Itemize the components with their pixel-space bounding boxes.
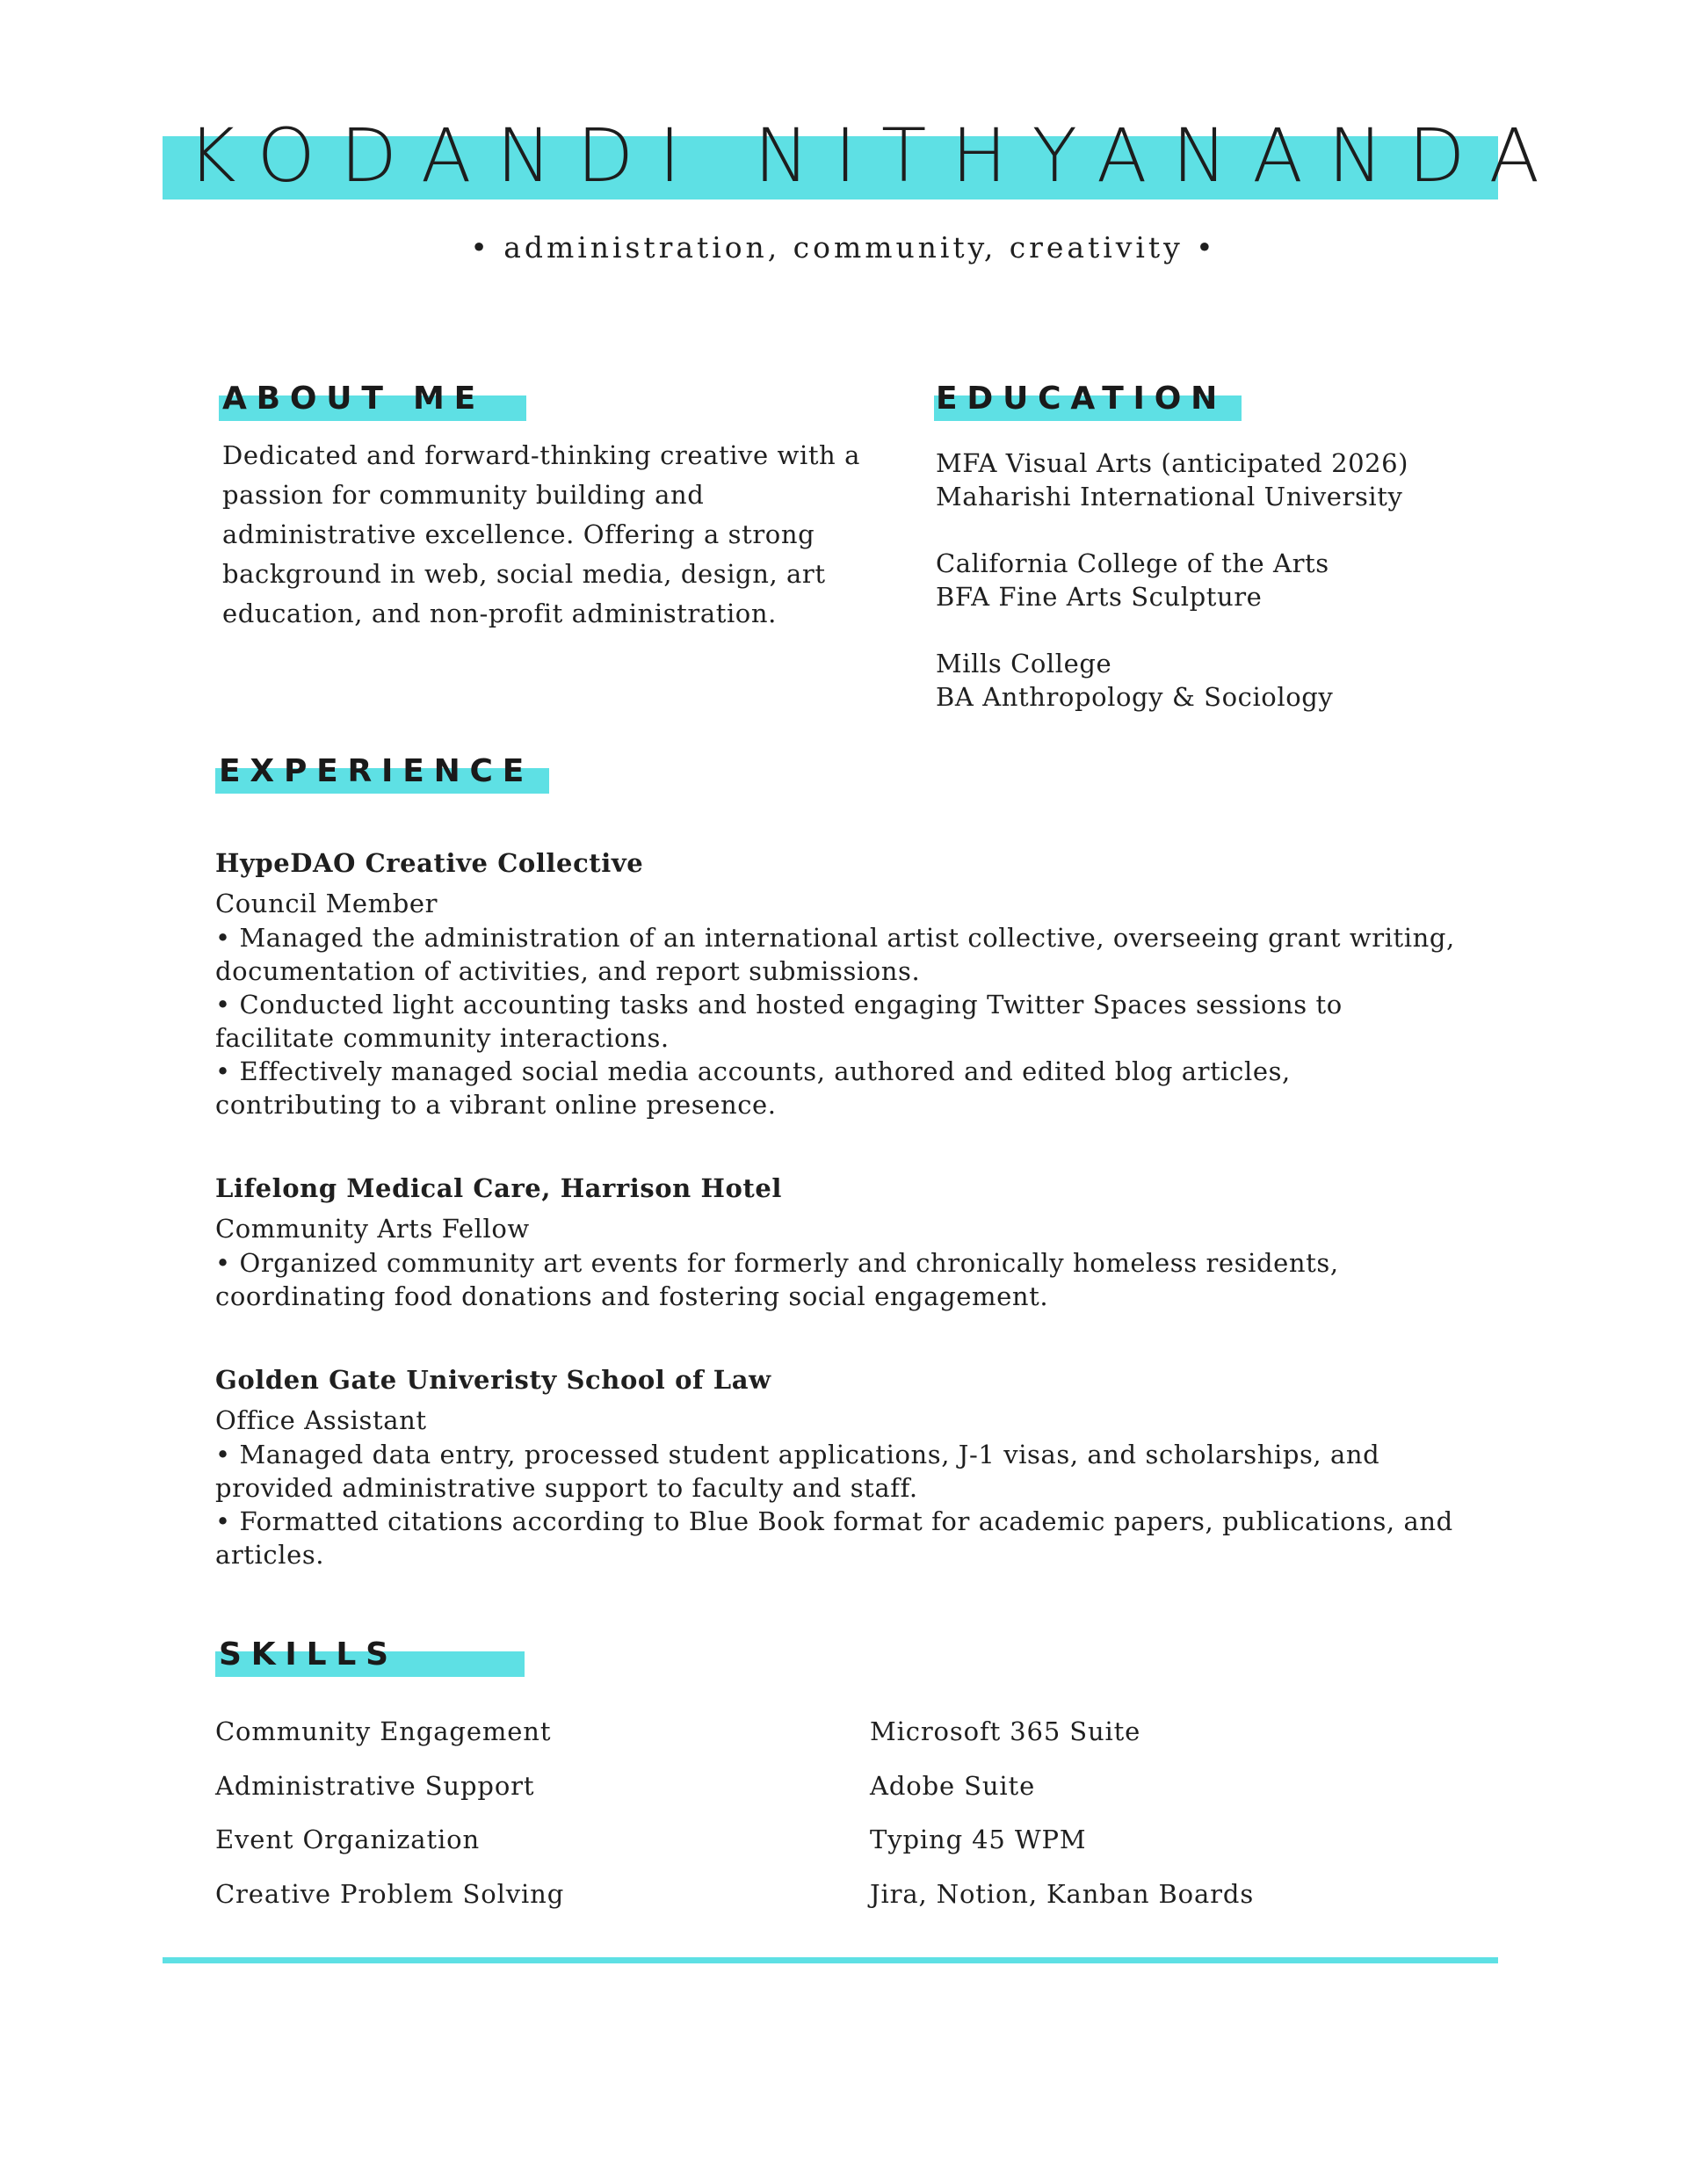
job-bullet: • Formatted citations according to Blue Book format for academic papers, publications, and articles.	[215, 1506, 1453, 1570]
skills-list-right	[870, 1705, 1254, 1921]
job-bullet: • Conducted light accounting tasks and hosted engaging Twitter Spaces sessions to facilitate community interactions.	[215, 990, 1343, 1053]
experience-list	[215, 844, 1463, 1619]
experience-heading: EXPERIENCE	[219, 753, 534, 789]
skill-item: Adobe Suite	[870, 1770, 1036, 1801]
skills-heading: SKILLS	[219, 1636, 398, 1672]
job-bullet: • Effectively managed social media accounts, authored and edited blog articles, contributing to a vibrant online presence.	[215, 1056, 1291, 1120]
footer-divider	[163, 1957, 1498, 1963]
company-name: HypeDAO Creative Collective	[215, 848, 644, 878]
skills-list-left	[215, 1705, 564, 1921]
tagline: • administration, community, creativity •	[470, 230, 1217, 265]
education-entry	[936, 647, 1604, 714]
experience-entry	[215, 1169, 1463, 1313]
skill-item: Microsoft 365 Suite	[870, 1716, 1141, 1746]
company-name: Lifelong Medical Care, Harrison Hotel	[215, 1173, 783, 1203]
job-role: Community Arts Fellow	[215, 1214, 530, 1244]
experience-entry	[215, 1360, 1463, 1571]
education-list	[936, 446, 1604, 747]
skill-item: Community Engagement	[215, 1716, 552, 1746]
education-school: California College of the Arts	[936, 548, 1329, 578]
skill-item: Administrative Support	[215, 1770, 535, 1801]
job-role: Council Member	[215, 889, 438, 918]
education-entry	[936, 547, 1604, 613]
skill-item: Typing 45 WPM	[870, 1825, 1087, 1854]
company-name: Golden Gate Univeristy School of Law	[215, 1365, 771, 1395]
education-heading: EDUCATION	[936, 381, 1227, 417]
education-school: Maharishi International University	[936, 482, 1403, 512]
job-bullet: • Organized community art events for formerly and chronically homeless residents, coordinating food donations and fostering social engagement.	[215, 1248, 1339, 1311]
job-bullet: • Managed data entry, processed student applications, J-1 visas, and scholarships, and provided administrative support to faculty and staff.	[215, 1440, 1380, 1503]
education-degree: BFA Fine Arts Sculpture	[936, 582, 1263, 612]
page-title: KODANDI NITHYANANDA	[187, 112, 1565, 199]
education-degree: BA Anthropology & Sociology	[936, 682, 1334, 712]
about-text: Dedicated and forward-thinking creative with a passion for community building and administrative excellence. Offering a strong background in web, social media, design, art education, and non-profit administration.	[222, 440, 860, 628]
education-school: Mills College	[936, 649, 1112, 678]
education-degree: MFA Visual Arts (anticipated 2026)	[936, 448, 1409, 478]
skill-item: Creative Problem Solving	[215, 1878, 565, 1909]
job-bullet: • Managed the administration of an international artist collective, overseeing grant writing, documentation of activities, and report submissions.	[215, 923, 1455, 986]
about-heading: ABOUT ME	[222, 381, 486, 417]
experience-entry	[215, 844, 1463, 1121]
skill-item: Jira, Notion, Kanban Boards	[870, 1878, 1255, 1909]
skill-item: Event Organization	[215, 1825, 481, 1854]
job-role: Office Assistant	[215, 1405, 427, 1435]
education-entry	[936, 446, 1604, 513]
